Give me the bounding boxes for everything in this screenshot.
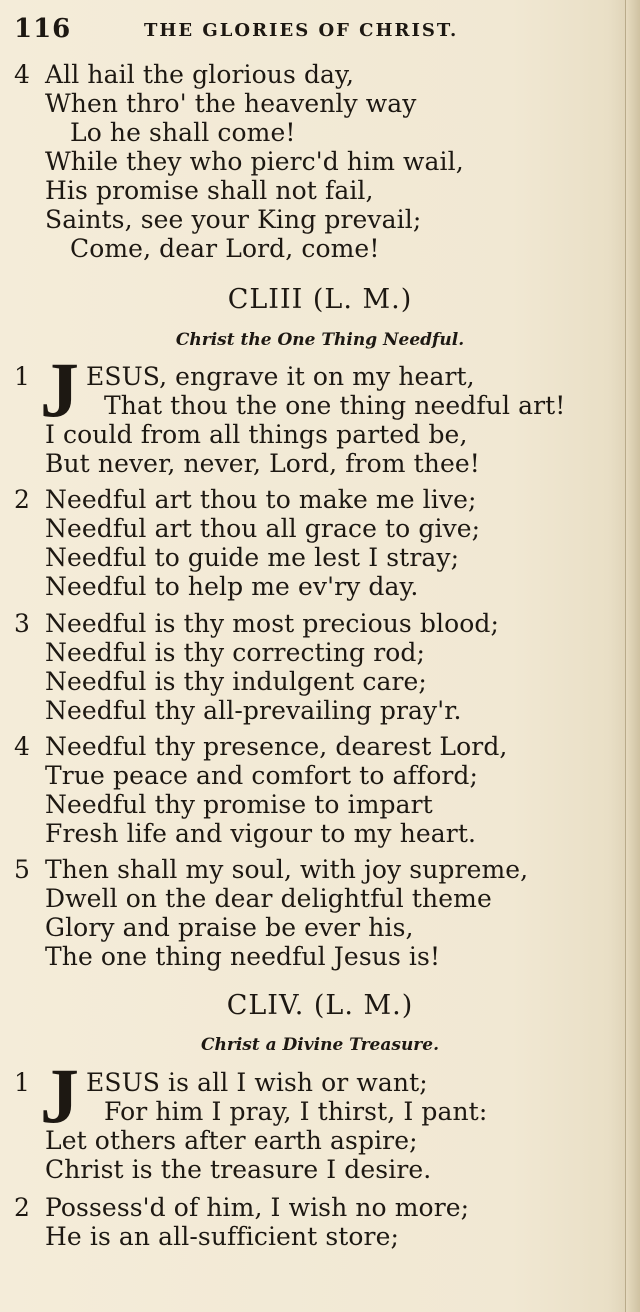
verse-line: But never, never, Lord, from thee!: [45, 449, 480, 478]
hymn-title: CLIII (L. M.): [227, 284, 413, 315]
verse-line: Needful is thy indulgent care;: [45, 667, 427, 696]
page-gutter-edge: [625, 0, 640, 1312]
verse-line: Let others after earth aspire;: [45, 1126, 418, 1155]
verse-line: Needful art thou to make me live;: [45, 485, 477, 514]
verse-line: Needful is thy correcting rod;: [45, 638, 426, 667]
verse-line: For him I pray, I thirst, I pant:: [104, 1097, 488, 1126]
verse-line: That thou the one thing needful art!: [104, 391, 566, 420]
page-number: 116: [14, 14, 72, 44]
verse-line: Possess'd of him, I wish no more;: [45, 1193, 470, 1222]
verse-line: I could from all things parted be,: [45, 420, 468, 449]
verse-line: When thro' the heavenly way: [45, 89, 417, 118]
drop-cap: J: [40, 346, 79, 433]
verse-line: Come, dear Lord, come!: [70, 234, 380, 263]
verse-line: His promise shall not fail,: [45, 176, 374, 205]
hymn-title: CLIV. (L. M.): [226, 990, 414, 1021]
page-header: [14, 14, 504, 50]
verse-line: Needful thy promise to impart: [45, 790, 433, 819]
verse-line: Needful art thou all grace to give;: [45, 514, 481, 543]
verse-line: He is an all-sufficient store;: [45, 1222, 400, 1251]
stanza-number: 2: [14, 1193, 30, 1222]
verse-line: Then shall my soul, with joy supreme,: [45, 855, 529, 884]
stanza-number: 2: [14, 485, 30, 514]
stanza-number: 4: [14, 60, 30, 89]
running-title: THE GLORIES OF CHRIST.: [144, 20, 459, 41]
verse-line: While they who pierc'd him wail,: [45, 147, 464, 176]
stanza-number: 5: [14, 855, 30, 884]
verse-line: The one thing needful Jesus is!: [45, 942, 441, 971]
verse-line: ESUS, engrave it on my heart,: [86, 362, 475, 391]
verse-line: All hail the glorious day,: [45, 60, 355, 89]
verse-line: Christ is the treasure I desire.: [45, 1155, 432, 1184]
hymn-subtitle: Christ the One Thing Needful.: [175, 330, 465, 350]
drop-cap: J: [40, 1052, 79, 1139]
verse-line: Glory and praise be ever his,: [45, 913, 414, 942]
verse-line: Fresh life and vigour to my heart.: [45, 819, 477, 848]
verse-line: Lo he shall come!: [70, 118, 296, 147]
stanza-number: 4: [14, 732, 30, 761]
verse-line: Needful to guide me lest I stray;: [45, 543, 460, 572]
stanza-number: 1: [14, 362, 30, 391]
stanza-number: 1: [14, 1068, 30, 1097]
verse-line: Needful to help me ev'ry day.: [45, 572, 419, 601]
hymn-subtitle: Christ a Divine Treasure.: [200, 1035, 440, 1055]
verse-line: Saints, see your King prevail;: [45, 205, 422, 234]
verse-line: ESUS is all I wish or want;: [86, 1068, 428, 1097]
stanza-number: 3: [14, 609, 30, 638]
verse-line: Dwell on the dear delightful theme: [45, 884, 492, 913]
verse-line: True peace and comfort to afford;: [45, 761, 479, 790]
verse-line: Needful thy all-prevailing pray'r.: [45, 696, 462, 725]
verse-line: Needful thy presence, dearest Lord,: [45, 732, 508, 761]
verse-line: Needful is thy most precious blood;: [45, 609, 500, 638]
